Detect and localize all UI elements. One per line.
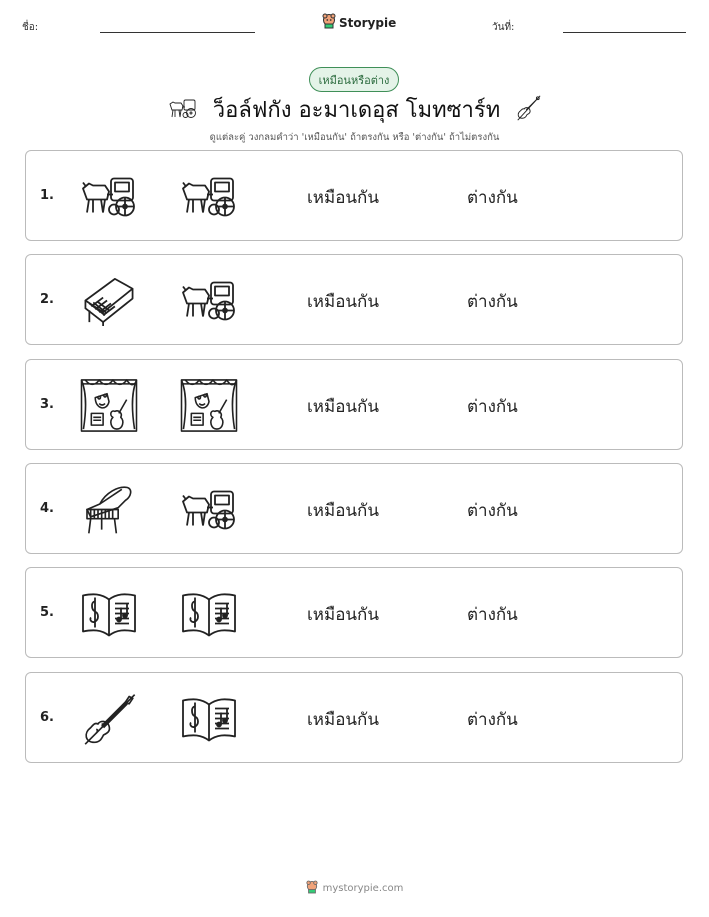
option-different[interactable]: ต่างกัน [467,188,518,208]
brand-name: Storypie [339,15,397,30]
violin-icon [514,94,542,126]
grand-piano-icon [79,482,139,537]
option-different[interactable]: ต่างกัน [467,500,518,521]
footer [0,880,709,897]
storypie-mascot-icon [306,880,318,897]
carriage-icon [179,169,239,224]
page-title: ว็อล์ฟกัง อะมาเดอุส โมทซาร์ท [212,98,501,123]
option-different[interactable]: ต่างกัน [467,709,518,730]
name-line[interactable] [100,32,255,33]
carriage-icon [179,482,239,537]
row-number: 5. [40,605,54,621]
exercise-row [25,254,683,345]
exercise-row [25,150,683,241]
row-number: 1. [40,188,54,203]
option-same[interactable]: เหมือนกัน [307,605,379,626]
name-label: ชื่อ: [22,22,39,33]
worksheet-type-badge: เหมือนหรือต่าง [309,67,399,92]
music-book-icon [179,691,239,746]
option-same[interactable]: เหมือนกัน [307,396,379,417]
carriage-icon [179,273,239,328]
violin-icon [79,691,139,746]
footer-url[interactable]: mystorypie.com [322,883,404,894]
instructions: ดูแต่ละคู่ วงกลมคำว่า 'เหมือนกัน' ถ้าตรงกัน หรือ 'ต่างกัน' ถ้าไม่ตรงกัน [209,132,500,143]
theater-icon [79,378,139,433]
row-number: 6. [40,709,54,725]
brand-logo [322,13,396,32]
option-same[interactable]: เหมือนกัน [307,292,379,313]
row-number: 2. [40,292,54,308]
storypie-mascot-icon [322,13,336,32]
carriage-icon [167,97,199,123]
option-different[interactable]: ต่างกัน [467,396,518,417]
date-line[interactable] [563,32,686,33]
option-same[interactable]: เหมือนกัน [307,500,379,521]
exercise-row [25,672,683,763]
option-different[interactable]: ต่างกัน [467,292,518,313]
row-number: 4. [40,500,54,516]
date-label: วันที่: [492,22,515,33]
theater-icon [179,378,239,433]
exercise-row [25,567,683,658]
row-number: 3. [40,396,54,412]
carriage-icon [79,169,139,224]
piano-icon [79,273,139,328]
exercise-row [25,463,683,554]
option-same[interactable]: เหมือนกัน [307,188,379,208]
option-different[interactable]: ต่างกัน [467,605,518,626]
option-same[interactable]: เหมือนกัน [307,709,379,730]
title-row [0,92,709,127]
exercise-row [25,359,683,450]
music-book-icon [179,586,239,641]
music-book-icon [79,586,139,641]
